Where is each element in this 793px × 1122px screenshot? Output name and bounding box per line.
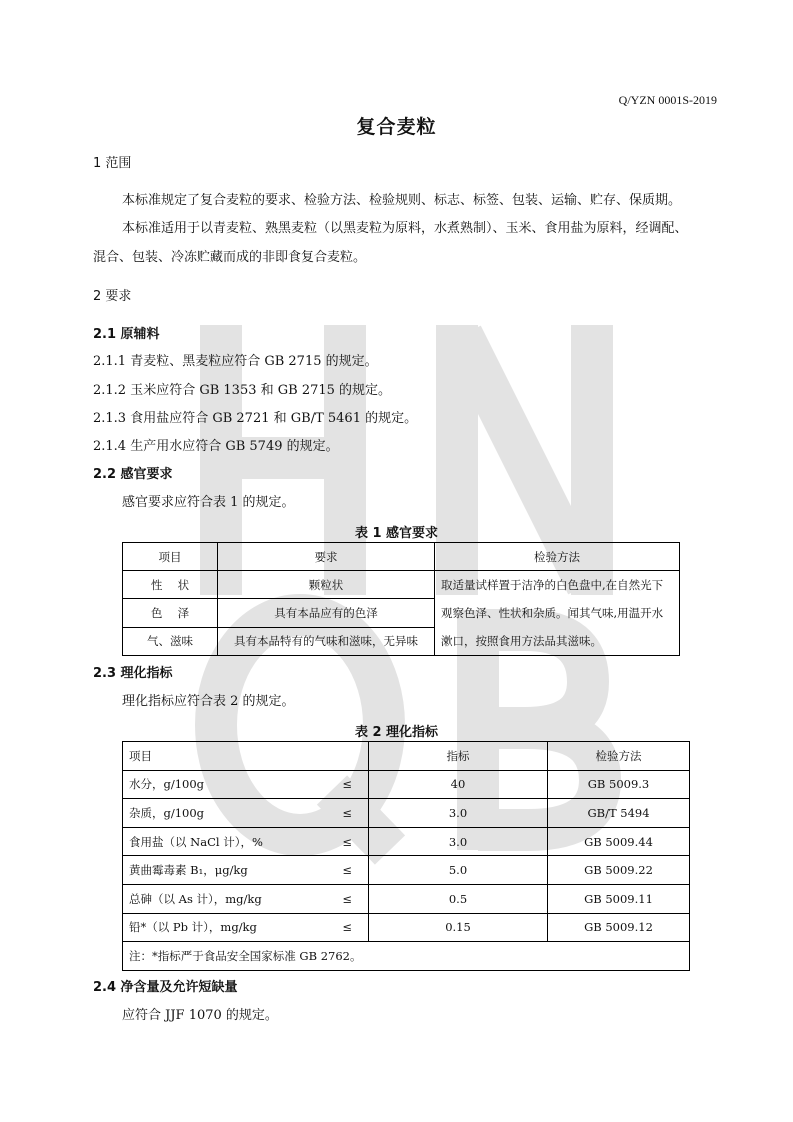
table-2-item-cell xyxy=(123,827,369,856)
less-equal-sign: ≤ xyxy=(342,777,352,792)
table-2-caption: 表 2 理化指标 xyxy=(354,725,439,740)
table-1-header-item: 项目 xyxy=(123,543,218,571)
table-2-item-cell xyxy=(123,884,369,913)
table-2-value: 40 xyxy=(369,770,548,799)
table-2-item: 铅*（以 Pb 计），mg/kg xyxy=(129,920,257,935)
table-2-method: GB 5009.3 xyxy=(548,770,690,799)
table-1-requirement: 具有本品特有的气味和滋味，无异味 xyxy=(218,627,435,655)
table-2-method: GB 5009.44 xyxy=(548,827,690,856)
table-row xyxy=(123,799,690,828)
table-1-method-line: 漱口，按照食用方法品其滋味。 xyxy=(441,634,602,648)
table-2-item-cell xyxy=(123,799,369,828)
section-1-paragraph-1: 本标准规定了复合麦粒的要求、检验方法、检验规则、标志、标签、包装、运输、贮存、保质期。 xyxy=(122,193,682,208)
section-2-4-heading: 2.4 净含量及允许短缺量 xyxy=(93,980,238,995)
clause-2-1-1: 2.1.1 青麦粒、黑麦粒应符合 GB 2715 的规定。 xyxy=(93,354,378,369)
table-row xyxy=(123,742,690,771)
section-1-paragraph-2-line-2: 混合、包装、冷冻贮藏而成的非即食复合麦粒。 xyxy=(93,250,367,265)
table-1-requirement: 具有本品应有的色泽 xyxy=(218,599,435,627)
table-1-item: 气、滋味 xyxy=(123,627,218,655)
table-2-value: 0.5 xyxy=(369,884,548,913)
section-2-1-heading: 2.1 原辅料 xyxy=(93,327,160,342)
table-1-header-requirement: 要求 xyxy=(218,543,435,571)
table-row xyxy=(123,856,690,885)
table-1-caption: 表 1 感官要求 xyxy=(354,526,439,541)
table-row xyxy=(123,571,680,599)
table-2-method: GB/T 5494 xyxy=(548,799,690,828)
section-1-paragraph-2-line-1: 本标准适用于以青麦粒、熟黑麦粒（以黑麦粒为原料，水煮熟制）、玉米、食用盐为原料，经调配、 xyxy=(122,221,688,236)
table-2-method: GB 5009.12 xyxy=(548,913,690,942)
table-1-requirement: 颗粒状 xyxy=(218,571,435,599)
table-2-item-cell xyxy=(123,856,369,885)
section-2-2-heading: 2.2 感官要求 xyxy=(93,467,173,482)
table-2-header-item: 项目 xyxy=(123,742,369,771)
table-1-item: 色 泽 xyxy=(123,599,218,627)
table-2-item: 食用盐（以 NaCl 计），% xyxy=(129,834,263,849)
table-row xyxy=(123,942,690,971)
clause-2-1-2: 2.1.2 玉米应符合 GB 1353 和 GB 2715 的规定。 xyxy=(93,383,392,398)
section-2-3-heading: 2.3 理化指标 xyxy=(93,666,173,681)
section-1-heading: 1 范围 xyxy=(93,156,132,171)
table-1-method-line: 观察色泽、性状和杂质。闻其气味,用温开水 xyxy=(441,606,664,620)
table-2-item: 总砷（以 As 计），mg/kg xyxy=(129,891,262,906)
less-equal-sign: ≤ xyxy=(342,863,352,878)
table-row xyxy=(123,770,690,799)
clause-2-1-4: 2.1.4 生产用水应符合 GB 5749 的规定。 xyxy=(93,439,339,454)
table-row xyxy=(123,543,680,571)
table-1-header-method: 检验方法 xyxy=(435,543,680,571)
section-2-2-text: 感官要求应符合表 1 的规定。 xyxy=(122,495,295,510)
less-equal-sign: ≤ xyxy=(342,834,352,849)
table-2-value: 3.0 xyxy=(369,799,548,828)
table-1-method-line: 取适量试样置于洁净的白色盘中,在自然光下 xyxy=(441,578,664,592)
table-2-value: 3.0 xyxy=(369,827,548,856)
table-2-physicochemical-indicators xyxy=(122,741,690,971)
clause-2-1-3: 2.1.3 食用盐应符合 GB 2721 和 GB/T 5461 的规定。 xyxy=(93,411,418,426)
table-row xyxy=(123,884,690,913)
section-2-heading: 2 要求 xyxy=(93,289,132,304)
table-2-item: 黄曲霉毒素 B₁，μg/kg xyxy=(129,863,248,878)
table-2-note: 注：*指标严于食品安全国家标准 GB 2762。 xyxy=(123,942,690,971)
table-2-header-indicator: 指标 xyxy=(369,742,548,771)
table-2-item-cell xyxy=(123,770,369,799)
table-2-item-cell xyxy=(123,913,369,942)
less-equal-sign: ≤ xyxy=(342,891,352,906)
table-row xyxy=(123,827,690,856)
less-equal-sign: ≤ xyxy=(342,920,352,935)
section-2-4-text: 应符合 JJF 1070 的规定。 xyxy=(122,1008,278,1023)
table-2-value: 5.0 xyxy=(369,856,548,885)
section-2-3-text: 理化指标应符合表 2 的规定。 xyxy=(122,694,295,709)
table-2-item: 水分，g/100g xyxy=(129,777,205,792)
table-2-item: 杂质，g/100g xyxy=(129,805,205,820)
table-2-method: GB 5009.22 xyxy=(548,856,690,885)
table-1-item: 性 状 xyxy=(123,571,218,599)
document-code: Q/YZN 0001S-2019 xyxy=(618,93,717,107)
table-2-header-method: 检验方法 xyxy=(548,742,690,771)
table-1-sensory-requirements xyxy=(122,542,680,656)
less-equal-sign: ≤ xyxy=(342,805,352,820)
document-title: 复合麦粒 xyxy=(356,116,437,138)
table-2-value: 0.15 xyxy=(369,913,548,942)
table-row xyxy=(123,913,690,942)
table-2-method: GB 5009.11 xyxy=(548,884,690,913)
table-1-method xyxy=(435,571,680,656)
